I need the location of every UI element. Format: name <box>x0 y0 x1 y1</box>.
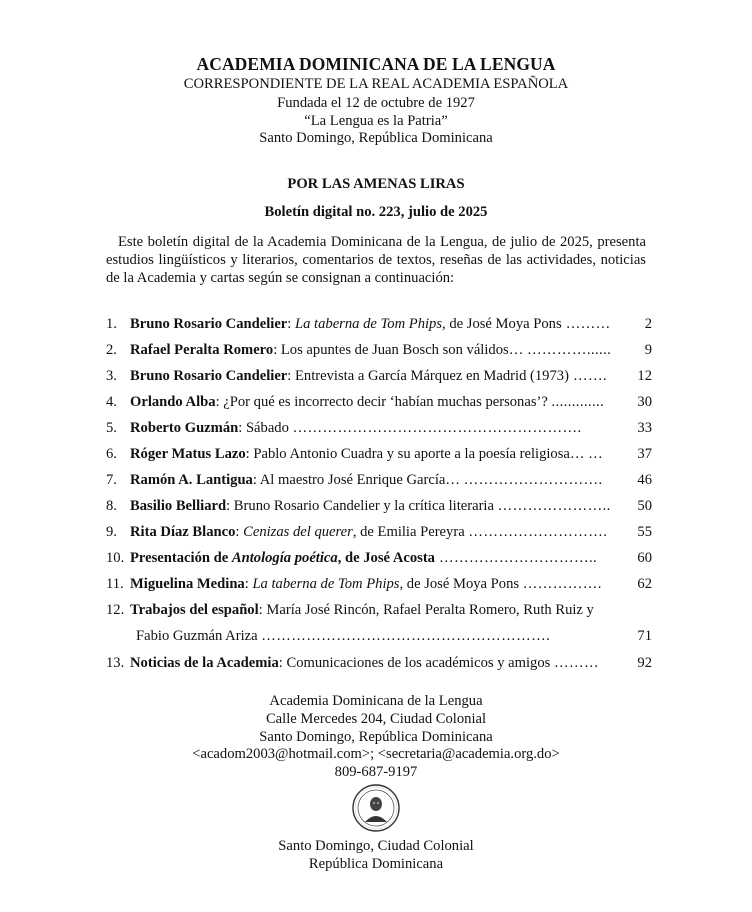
toc-work-title: Cenizas del querer <box>243 524 353 540</box>
toc-entry <box>106 392 652 412</box>
toc-entry-text <box>130 392 604 412</box>
toc-page-number: 12 <box>637 368 652 384</box>
toc-author: Orlando Alba <box>130 394 216 410</box>
toc-description: Entrevista a García Márquez en Madrid (1973) <box>295 368 569 384</box>
toc-leader-dots: ………………….. <box>497 498 611 514</box>
toc-leader-dots: ............. <box>551 394 605 410</box>
footer-address: Calle Mercedes 204, Ciudad Colonial <box>265 711 487 727</box>
toc-entry <box>106 314 652 334</box>
toc-number: 7. <box>106 472 117 488</box>
toc-separator: : <box>238 420 246 436</box>
toc-author: Presentación de <box>130 550 232 566</box>
toc-page-number: 71 <box>637 628 652 644</box>
toc-entry <box>106 600 652 620</box>
toc-description: , de José Acosta <box>337 550 435 566</box>
footer-phone: 809-687-9197 <box>334 764 418 780</box>
toc-entry <box>106 340 652 360</box>
motto-line: “La Lengua es la Patria” <box>304 113 448 129</box>
toc-entry-text <box>130 522 607 542</box>
toc-number: 4. <box>106 394 117 410</box>
toc-page-number: 50 <box>637 498 652 514</box>
toc-author: Trabajos del español <box>130 602 259 618</box>
founded-line: Fundada el 12 de octubre de 1927 <box>277 95 475 111</box>
toc-page-number: 46 <box>637 472 652 488</box>
toc-number: 8. <box>106 498 117 514</box>
toc-description: Sábado <box>245 420 293 436</box>
toc-entry <box>106 548 652 568</box>
toc-entry <box>106 574 652 594</box>
toc-entry <box>106 653 652 673</box>
toc-author: Ramón A. Lantigua <box>130 472 253 488</box>
toc-entry-text <box>130 600 594 620</box>
toc-entry <box>106 496 652 516</box>
toc-number: 1. <box>106 316 117 332</box>
toc-description: Bruno Rosario Candelier y la crítica literaria <box>233 498 498 514</box>
toc-entry-text <box>130 496 611 516</box>
toc-separator: : <box>215 394 224 410</box>
toc-leader-dots: ……… <box>561 316 611 332</box>
toc-leader-dots: ……… <box>553 655 599 671</box>
toc-page-number: 33 <box>637 420 652 436</box>
toc-author: Róger Matus Lazo <box>130 446 246 462</box>
toc-entry <box>106 366 652 386</box>
toc-separator: : <box>244 576 253 592</box>
bulletin-number: Boletín digital no. 223, julio de 2025 <box>264 204 488 220</box>
toc-page-number: 37 <box>637 446 652 462</box>
toc-description: , de José Moya Pons <box>442 316 562 332</box>
toc-author: Rafael Peralta Romero <box>130 342 274 358</box>
toc-description: Fabio Guzmán Ariza <box>136 628 262 644</box>
toc-number: 2. <box>106 342 117 358</box>
toc-entry-text <box>130 314 611 334</box>
toc-author: Miguelina Medina <box>130 576 245 592</box>
toc-leader-dots: ………………………….. <box>434 550 598 566</box>
toc-leader-dots: ………………………. <box>468 524 608 540</box>
toc-description: Al maestro José Enrique García… <box>259 472 464 488</box>
location-line: Santo Domingo, República Dominicana <box>259 130 493 146</box>
toc-description: Comunicaciones de los académicos y amigos <box>286 655 554 671</box>
toc-separator: : <box>235 524 244 540</box>
toc-number: 6. <box>106 446 117 462</box>
toc-author: Rita Díaz Blanco <box>130 524 236 540</box>
toc-entry-text <box>130 444 603 464</box>
toc-work-title: La taberna de Tom Phips <box>295 316 443 332</box>
toc-leader-dots: ……………. <box>522 576 602 592</box>
toc-description: María José Rincón, Rafael Peralta Romero, Ruth Ruiz y <box>266 602 594 618</box>
toc-author: Noticias de la Academia <box>130 655 279 671</box>
toc-number: 9. <box>106 524 117 540</box>
toc-entry <box>106 444 652 464</box>
intro-paragraph: Este boletín digital de la Academia Dominicana de la Lengua, de julio de 2025, presenta estudios lingüísticos y literarios, comentarios de textos, reseñas de las actividades, noticias de la Academia y cartas según se consignan a continuación: <box>106 234 646 286</box>
toc-separator: : <box>287 368 295 384</box>
toc-separator: : <box>245 446 254 462</box>
toc-page-number: 55 <box>637 524 652 540</box>
toc-separator: : <box>287 316 295 332</box>
toc-number: 10. <box>106 550 125 566</box>
bulletin-name: POR LAS AMENAS LIRAS <box>287 176 465 192</box>
toc-leader-dots: …………...... <box>526 342 612 358</box>
toc-leader-dots: … <box>588 446 604 462</box>
academy-subtitle: CORRESPONDIENTE DE LA REAL ACADEMIA ESPAÑOLA <box>183 76 569 92</box>
toc-work-title: Antología poética <box>231 550 338 566</box>
toc-page-number: 2 <box>644 316 652 332</box>
toc-number: 5. <box>106 420 117 436</box>
toc-entry-text <box>130 470 603 490</box>
toc-entry-text <box>130 340 611 360</box>
toc-page-number: 9 <box>644 342 652 358</box>
footer-country: República Dominicana <box>308 856 444 872</box>
toc-author: Basilio Belliard <box>130 498 227 514</box>
toc-description: Los apuntes de Juan Bosch son válidos… <box>280 342 527 358</box>
toc-entry <box>106 522 652 542</box>
toc-entry-text <box>136 626 550 646</box>
footer-emails: <acadom2003@hotmail.com>; <secretaria@academia.org.do> <box>192 746 560 762</box>
toc-leader-dots: …………………………………………………. <box>261 628 551 644</box>
toc-entry-text <box>130 418 582 438</box>
toc-leader-dots: ……. <box>568 368 608 384</box>
toc-number: 3. <box>106 368 117 384</box>
toc-leader-dots: …………………………………………………. <box>292 420 582 436</box>
toc-page-number: 60 <box>637 550 652 566</box>
toc-separator: : <box>278 655 287 671</box>
toc-separator: : <box>252 472 260 488</box>
footer-place: Santo Domingo, Ciudad Colonial <box>278 838 474 854</box>
toc-description: , de Emilia Pereyra <box>352 524 469 540</box>
toc-description: , de José Moya Pons <box>399 576 523 592</box>
toc-entry <box>106 418 652 438</box>
toc-entry-text <box>130 653 599 673</box>
toc-leader-dots: ………………………. <box>463 472 603 488</box>
footer-org: Academia Dominicana de la Lengua <box>269 693 483 709</box>
toc-separator: : <box>273 342 281 358</box>
toc-number: 11. <box>106 576 124 592</box>
toc-number: 13. <box>106 655 125 671</box>
academy-seal-logo <box>352 784 400 832</box>
toc-page-number: 62 <box>637 576 652 592</box>
academy-title: ACADEMIA DOMINICANA DE LA LENGUA <box>196 54 556 74</box>
toc-entry-text <box>130 548 597 568</box>
toc-entry <box>106 626 652 646</box>
toc-work-title: La taberna de Tom Phips <box>252 576 400 592</box>
toc-entry-text <box>130 366 607 386</box>
toc-description: Pablo Antonio Cuadra y su aporte a la poesía religiosa… <box>253 446 589 462</box>
toc-page-number: 92 <box>637 655 652 671</box>
toc-entry-text <box>130 574 602 594</box>
toc-number: 12. <box>106 602 125 618</box>
toc-author: Roberto Guzmán <box>130 420 239 436</box>
toc-entry <box>106 470 652 490</box>
toc-page-number: 30 <box>637 394 652 410</box>
footer-city: Santo Domingo, República Dominicana <box>259 729 493 745</box>
toc-separator: : <box>226 498 234 514</box>
toc-separator: : <box>258 602 267 618</box>
toc-author: Bruno Rosario Candelier <box>130 368 288 384</box>
toc-description: ¿Por qué es incorrecto decir ‘habían muchas personas’? <box>223 394 552 410</box>
toc-author: Bruno Rosario Candelier <box>130 316 288 332</box>
